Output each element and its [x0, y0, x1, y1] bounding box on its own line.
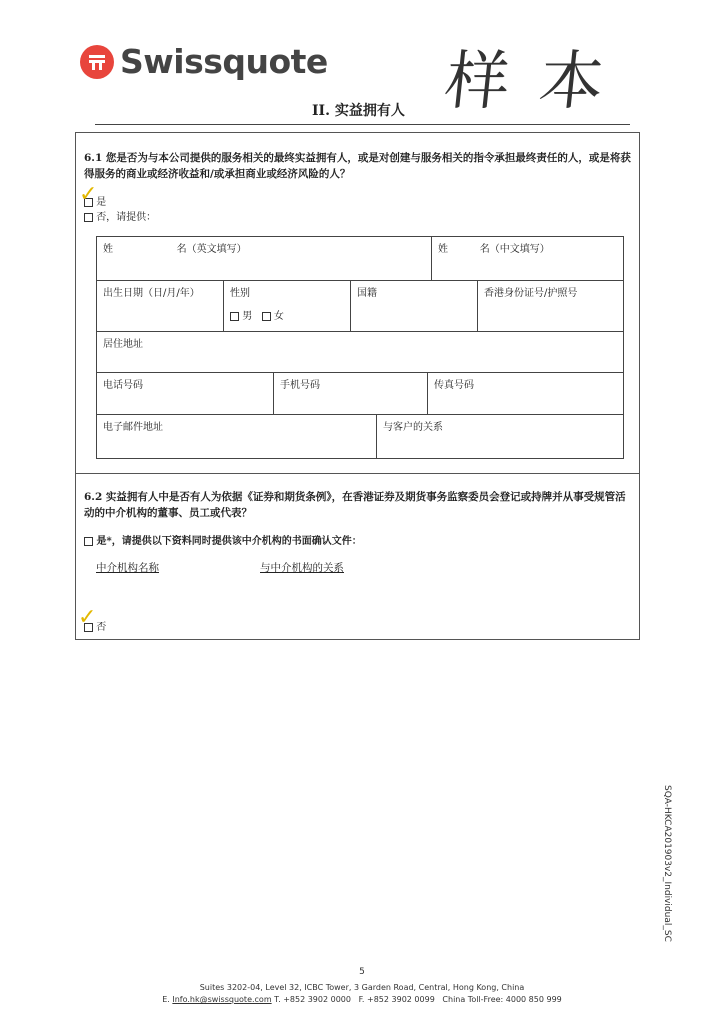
- name-en-label: 姓 名（英文填写）: [103, 244, 247, 255]
- intermediary-name-field[interactable]: 中介机构名称: [96, 562, 159, 574]
- document-code: SQA-HKCA201903v2_Individual_SC: [662, 785, 672, 942]
- check-mark-icon: ✓: [78, 605, 97, 630]
- logo: [80, 42, 328, 81]
- footer-contact: [0, 995, 724, 1004]
- id-label: 香港身份证号/护照号: [484, 288, 578, 299]
- q61-yes-label: 是: [96, 197, 107, 208]
- footer-address: Suites 3202-04, Level 32, ICBC Tower, 3 Garden Road, Central, Hong Kong, China: [199, 983, 525, 992]
- male-label: 男: [242, 311, 253, 322]
- sample-stamp: 样本: [441, 45, 638, 119]
- email-label: 电子邮件地址: [103, 422, 163, 433]
- address-cell[interactable]: [96, 331, 624, 373]
- nationality-cell[interactable]: [350, 280, 478, 332]
- q61-no-option[interactable]: [84, 208, 156, 223]
- female-label: 女: [273, 311, 284, 322]
- check-mark-icon: ✓: [79, 182, 98, 207]
- title-rule: [95, 124, 630, 125]
- fax-label: 传真号码: [434, 380, 474, 391]
- page-number: 5: [359, 967, 365, 977]
- dob-cell[interactable]: [96, 280, 224, 332]
- footer-email-prefix: E.: [162, 995, 170, 1004]
- section-divider: [76, 473, 639, 474]
- swissquote-logo-icon: [80, 45, 114, 79]
- question-6-1: 6.1 您是否为与本公司提供的服务相关的最终实益拥有人，或是对创建与服务相关的指令承担最终责任的人，或是将获得服务的商业或经济收益和/或承担商业或经济风险的人？: [84, 152, 631, 180]
- name-cn-cell[interactable]: [431, 236, 624, 281]
- q62-no-label: 否: [96, 622, 107, 633]
- phone-label: 电话号码: [103, 380, 143, 391]
- name-en-cell[interactable]: [96, 236, 432, 281]
- q61-no-checkbox[interactable]: [84, 213, 93, 222]
- female-checkbox[interactable]: [262, 312, 271, 321]
- male-checkbox[interactable]: [230, 312, 239, 321]
- q62-yes-checkbox[interactable]: [84, 537, 93, 546]
- address-label: 居住地址: [103, 339, 143, 350]
- section-title: II. 实益拥有人: [312, 103, 405, 119]
- q62-yes-option[interactable]: [84, 532, 362, 547]
- dob-label: 出生日期（日/月/年）: [103, 288, 200, 299]
- fax-cell[interactable]: [427, 372, 624, 415]
- relation-cell[interactable]: [376, 414, 624, 459]
- q61-no-label: 否，请提供：: [96, 212, 157, 223]
- brand-name: Swissquote: [120, 42, 328, 81]
- mobile-label: 手机号码: [280, 380, 320, 391]
- phone-cell[interactable]: [96, 372, 274, 415]
- question-6-2: 6.2 实益拥有人中是否有人为依据《证券和期货条例》，在香港证券及期货事务监察委员会登记或持牌并从事受规管活动的中介机构的董事、员工或代表？: [84, 491, 626, 519]
- id-cell[interactable]: [477, 280, 624, 332]
- mobile-cell[interactable]: [273, 372, 428, 415]
- intermediary-relation-field[interactable]: 与中介机构的关系: [260, 562, 344, 574]
- footer-email-link[interactable]: Info.hk@swissquote.com: [172, 995, 272, 1004]
- q62-yes-label: 是*，请提供以下资料同时提供该中介机构的书面确认文件：: [96, 536, 362, 547]
- gender-cell: [223, 280, 351, 332]
- email-cell[interactable]: [96, 414, 377, 459]
- name-cn-label: 姓 名（中文填写）: [438, 244, 550, 255]
- relation-label: 与客户的关系: [383, 422, 443, 433]
- nationality-label: 国籍: [357, 288, 377, 299]
- footer-phone-fax: T. +852 3902 0000 F. +852 3902 0099 China Toll-Free: 4000 850 999: [274, 995, 562, 1004]
- gender-label: 性别: [230, 288, 250, 299]
